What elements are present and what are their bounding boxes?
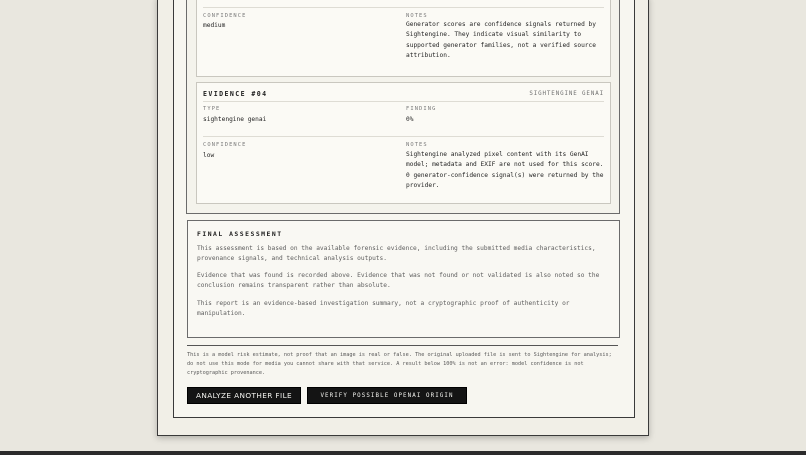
finding-label: FINDING: [406, 106, 437, 112]
confidence-value: medium: [203, 22, 226, 29]
evidence-header: [203, 88, 604, 100]
evidence-source: SIGHTENGINE GENAI: [529, 91, 604, 97]
evidence-card-04: [196, 82, 611, 204]
verify-openai-origin-button[interactable]: VERIFY POSSIBLE OPENAI ORIGIN: [307, 387, 467, 404]
divider: [203, 101, 604, 102]
confidence-label: CONFIDENCE: [203, 142, 247, 148]
final-assessment: [187, 220, 620, 338]
confidence-value: low: [203, 152, 215, 159]
final-assessment-title: FINAL ASSESSMENT: [197, 230, 283, 238]
notes-label: NOTES: [406, 142, 428, 148]
finding-value: 0%: [406, 116, 414, 123]
notes-text: Sightengine analyzed pixel content with its GenAI model; metadata and EXIF are not used for this score. 0 generator-confidence signal(s) were returned by the provider.: [406, 151, 604, 189]
analyze-another-file-button[interactable]: ANALYZE ANOTHER FILE: [187, 387, 301, 404]
evidence-card-03: [196, 0, 611, 77]
notes-text: Generator scores are confidence signals returned by Sightengine. They indicate visual similarity to supported generator families, not a verified source attribution.: [406, 21, 596, 59]
divider: [187, 345, 618, 346]
confidence-label: CONFIDENCE: [203, 13, 247, 19]
disclaimer-text: This is a model risk estimate, not proof that an image is real or false. The original uploaded file is sent to Sightengine for analysis; do not use this mode for media you cannot share with that service. A result below 100% is not an error: model confidence is not cryptographic provenance.: [187, 352, 612, 376]
final-assessment-paragraph: Evidence that was found is recorded above. Evidence that was not found or not validated is also noted so the conclusion remains transparent rather than absolute.: [197, 272, 600, 290]
final-assessment-paragraph: This assessment is based on the available forensic evidence, including the submitted media characteristics, provenance signals, and technical analysis outputs.: [197, 245, 596, 263]
final-assessment-paragraph: This report is an evidence-based investigation summary, not a cryptographic proof of authenticity or manipulation.: [197, 300, 570, 318]
window-bottom-edge: [0, 451, 806, 455]
evidence-title: EVIDENCE #04: [203, 90, 268, 98]
divider: [203, 136, 604, 137]
type-value: sightengine genai: [203, 116, 267, 123]
notes-label: NOTES: [406, 13, 428, 19]
type-label: TYPE: [203, 106, 221, 112]
divider: [203, 7, 604, 8]
